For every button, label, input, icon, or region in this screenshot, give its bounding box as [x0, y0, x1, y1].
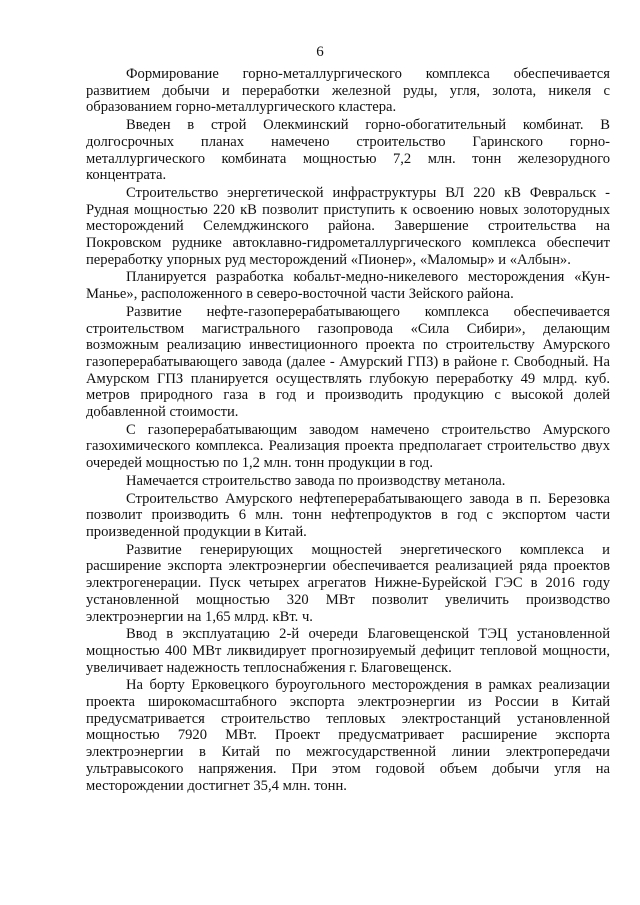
paragraph-blagoveshchensk-chp: Ввод в эксплуатацию 2-й очереди Благовещенской ТЭЦ установленной мощностью 400 МВт ликвидирует прогнозируемый дефицит тепловой мощности, увеличивает надежность теплоснабжения г. Благовещенск.	[86, 626, 610, 676]
document-body	[86, 66, 610, 794]
paragraph-mining-metallurgy: Формирование горно-металлургического комплекса обеспечивается развитием добычи и переработки железной руды, угля, золота, никеля с образованием горно-металлургического кластера.	[86, 66, 610, 116]
paragraph-power-line: Строительство энергетической инфраструктуры ВЛ 220 кВ Февральск - Рудная мощностью 220 кВ позволит приступить к освоению новых золоторудных месторождений Селемджинского района. Завершение строительства на Покровском руднике автоклавно-гидрометаллургического комплекса обеспечит переработку упорных руд месторождений «Пионер», «Маломыр» и «Албын».	[86, 184, 610, 268]
page-number: 6	[316, 44, 324, 60]
paragraph-power-generation: Развитие генерирующих мощностей энергетического комплекса и расширение экспорта электроэнергии обеспечивается реализацией ряда проектов электрогенерации. Пуск четырех агрегатов Нижне-Бурейской ГЭС в 2016 году установленной мощностью 320 МВт позволит увеличить производство электроэнергии на 1,65 млрд. кВт. ч.	[86, 541, 610, 625]
paragraph-oil-refinery: Строительство Амурского нефтеперерабатывающего завода в п. Березовка позволит производить 6 млн. тонн нефтепродуктов в год с экспортом части произведенной продукции в Китай.	[86, 490, 610, 540]
paragraph-methanol: Намечается строительство завода по производству метанола.	[126, 472, 506, 489]
paragraph-gas-chemical: С газоперерабатывающим заводом намечено строительство Амурского газохимического комплекса. Реализация проекта предполагает строительство двух очередей мощностью по 1,2 млн. тонн продукции в год.	[86, 421, 610, 472]
paragraph-gas-processing: Развитие нефте-газоперерабатывающего комплекса обеспечивается строительством магистрального газопровода «Сила Сибири», делающим возможным реализацию инвестиционного проекта по строительству Амурского газоперерабатывающего завода (далее - Амурский ГПЗ) в районе г. Свободный. На Амурском ГПЗ планируется осуществлять глубокую переработку 49 млрд. куб. метров природного газа в год и производить продукцию с высокой долей добавленной стоимости.	[86, 303, 610, 421]
paragraph-kun-manye: Планируется разработка кобальт-медно-никелевого месторождения «Кун-Манье», расположенного в северо-восточной части Зейского района.	[86, 269, 610, 303]
paragraph-olekminsky-plant: Введен в строй Олекминский горно-обогатительный комбинат. В долгосрочных планах намечено строительство Гаринского горно-металлургического комбината мощностью 7,2 млн. тонн железорудного концентрата.	[86, 117, 610, 184]
paragraph-erkovetsky-export: На борту Ерковецкого буроугольного месторождения в рамках реализации проекта широкомасштабного экспорта электроэнергии из России в Китай предусматривается строительство тепловых электростанций установленной мощностью 7920 МВт. Проект предусматривает расширение экспорта электроэнергии в Китай по межгосударственной линии электропередачи ультравысокого напряжения. При этом годовой объем добычи угля на месторождении достигнет 35,4 млн. тонн.	[86, 677, 610, 794]
